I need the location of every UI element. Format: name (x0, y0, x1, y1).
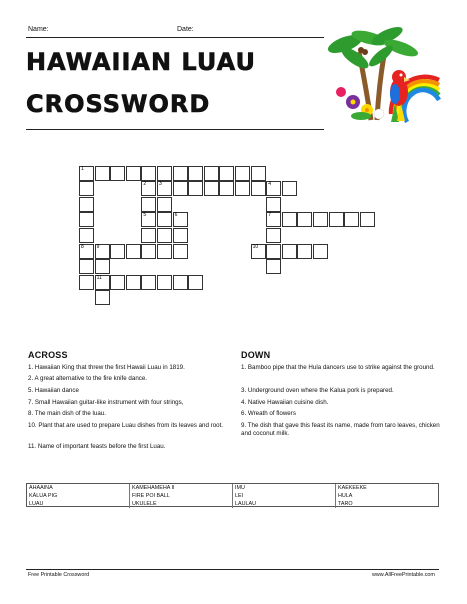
word-bank-word: LAULAU (233, 500, 336, 508)
grid-cell[interactable] (251, 166, 266, 181)
grid-cell[interactable] (173, 212, 188, 227)
footer-left-text: Free Printable Crossword (28, 572, 90, 578)
parrot-icon (390, 70, 410, 122)
grid-cell[interactable] (173, 181, 188, 196)
grid-cell[interactable] (157, 244, 172, 259)
date-label: Date: (177, 26, 194, 33)
across-clue: 1. Hawaiian King that threw the first Hawaii Luau in 1819. (28, 364, 185, 371)
grid-cell[interactable] (110, 244, 125, 259)
grid-cell[interactable] (95, 275, 110, 290)
grid-cell[interactable] (79, 181, 94, 196)
grid-cell[interactable] (79, 244, 94, 259)
grid-cell[interactable] (126, 166, 141, 181)
grid-cell[interactable] (141, 212, 156, 227)
grid-cell[interactable] (266, 259, 281, 274)
grid-cell[interactable] (126, 244, 141, 259)
across-clue: 2. A great alternative to the fire knife dance. (28, 375, 148, 382)
grid-cell[interactable] (79, 228, 94, 243)
word-bank (26, 483, 439, 507)
title-rule (26, 129, 324, 130)
word-bank-word: KAEKEEKE (338, 485, 367, 491)
grid-cell[interactable] (126, 275, 141, 290)
grid-cell[interactable] (173, 166, 188, 181)
grid-cell[interactable] (79, 197, 94, 212)
down-clue: 6. Wreath of flowers (241, 410, 296, 417)
clue-number: 8 (81, 243, 84, 250)
down-heading: DOWN (241, 350, 271, 360)
across-clue: 7. Small Hawaiian guitar-like instrument with four strings, (28, 399, 184, 406)
grid-cell[interactable] (313, 212, 328, 227)
word-bank-word: LEI (233, 492, 336, 500)
grid-cell[interactable] (251, 181, 266, 196)
across-clue: 10. Plant that are used to prepare Luau dishes from its leaves and root. (28, 422, 224, 429)
grid-cell[interactable] (344, 212, 359, 227)
clue-number: 3 (159, 181, 162, 188)
down-clue: 1. Bamboo pipe that the Hula dancers use to strike against the ground. (241, 364, 435, 371)
grid-cell[interactable] (110, 275, 125, 290)
grid-cell[interactable] (141, 181, 156, 196)
grid-cell[interactable] (329, 212, 344, 227)
clue-number: 11 (96, 274, 102, 281)
clue-number: 5 (143, 212, 147, 219)
grid-cell[interactable] (266, 244, 281, 259)
grid-cell[interactable] (110, 166, 125, 181)
grid-cell[interactable] (297, 212, 312, 227)
across-clue: 11. Name of important feasts before the first Luau. (28, 443, 166, 450)
grid-cell[interactable] (235, 166, 250, 181)
clue-number: 9 (96, 243, 100, 250)
grid-cell[interactable] (266, 197, 281, 212)
word-bank-word: AHAAINA (27, 484, 130, 492)
word-bank-row (27, 492, 438, 500)
clue-number: 10 (252, 243, 259, 250)
across-clue: 5. Hawaiian dance (28, 387, 79, 394)
grid-cell[interactable] (141, 275, 156, 290)
grid-cell[interactable] (219, 181, 234, 196)
grid-cell[interactable] (157, 197, 172, 212)
grid-cell[interactable] (313, 244, 328, 259)
grid-cell[interactable] (173, 228, 188, 243)
grid-cell[interactable] (157, 181, 172, 196)
grid-cell[interactable] (266, 228, 281, 243)
grid-cell[interactable] (79, 275, 94, 290)
grid-cell[interactable] (95, 259, 110, 274)
word-bank-word: KAMEHAMEHA II (130, 484, 233, 492)
grid-cell[interactable] (157, 212, 172, 227)
header-rule (26, 37, 324, 38)
grid-cell[interactable] (360, 212, 375, 227)
across-heading: ACROSS (28, 350, 68, 360)
grid-cell[interactable] (188, 275, 203, 290)
palm-tree-parrot-rainbow-icon (325, 22, 443, 124)
grid-cell[interactable] (219, 166, 234, 181)
grid-cell[interactable] (95, 244, 110, 259)
grid-cell[interactable] (188, 166, 203, 181)
clue-number: 7 (268, 212, 271, 219)
grid-cell[interactable] (266, 212, 281, 227)
grid-cell[interactable] (235, 181, 250, 196)
grid-cell[interactable] (79, 166, 94, 181)
clue-number: 6 (174, 212, 178, 219)
grid-cell[interactable] (282, 244, 297, 259)
grid-cell[interactable] (282, 181, 297, 196)
word-bank-word: UKULELE (130, 500, 233, 508)
down-clue: 9. The dish that gave this feast its name, made from taro leaves, chicken and coconut milk. (241, 422, 440, 437)
grid-cell[interactable] (173, 275, 188, 290)
grid-cell[interactable] (188, 181, 203, 196)
word-bank-row (27, 500, 438, 508)
grid-cell[interactable] (157, 166, 172, 181)
grid-cell[interactable] (141, 228, 156, 243)
down-clue: 3. Underground oven where the Kalua pork is prepared. (241, 387, 394, 394)
clue-number: 4 (268, 181, 271, 188)
grid-cell[interactable] (173, 244, 188, 259)
title-line-2: CROSSWORD (26, 90, 211, 118)
grid-cell[interactable] (79, 259, 94, 274)
clue-number: 2 (143, 181, 147, 188)
word-bank-word: KĀLUA PIG (27, 492, 130, 500)
word-bank-word: LUAU (27, 500, 130, 508)
across-clue: 8. The main dish of the luau. (28, 410, 106, 417)
grid-cell[interactable] (266, 181, 281, 196)
grid-cell[interactable] (297, 244, 312, 259)
grid-cell[interactable] (282, 212, 297, 227)
grid-cell[interactable] (79, 212, 94, 227)
grid-cell[interactable] (95, 166, 110, 181)
word-bank-row (27, 484, 438, 492)
footer-right-text: www.AllFreePrintable.com (372, 572, 435, 578)
grid-cell[interactable] (157, 275, 172, 290)
grid-cell[interactable] (204, 166, 219, 181)
grid-cell[interactable] (141, 197, 156, 212)
word-bank-word: IMU (233, 484, 336, 492)
word-bank-word: HULA (338, 493, 353, 499)
title-line-1: HAWAIIAN LUAU (26, 48, 256, 76)
grid-cell[interactable] (95, 290, 110, 305)
grid-cell[interactable] (251, 244, 266, 259)
word-bank-word: TARO (338, 501, 353, 507)
name-label: Name: (28, 26, 49, 33)
down-clue: 4. Native Hawaiian cuisine dish. (241, 399, 329, 406)
clue-number: 1 (81, 165, 84, 172)
grid-cell[interactable] (204, 181, 219, 196)
grid-cell[interactable] (141, 166, 156, 181)
footer-rule (26, 569, 439, 570)
grid-cell[interactable] (141, 244, 156, 259)
word-bank-word: FIRE POI BALL (130, 492, 233, 500)
grid-cell[interactable] (157, 228, 172, 243)
